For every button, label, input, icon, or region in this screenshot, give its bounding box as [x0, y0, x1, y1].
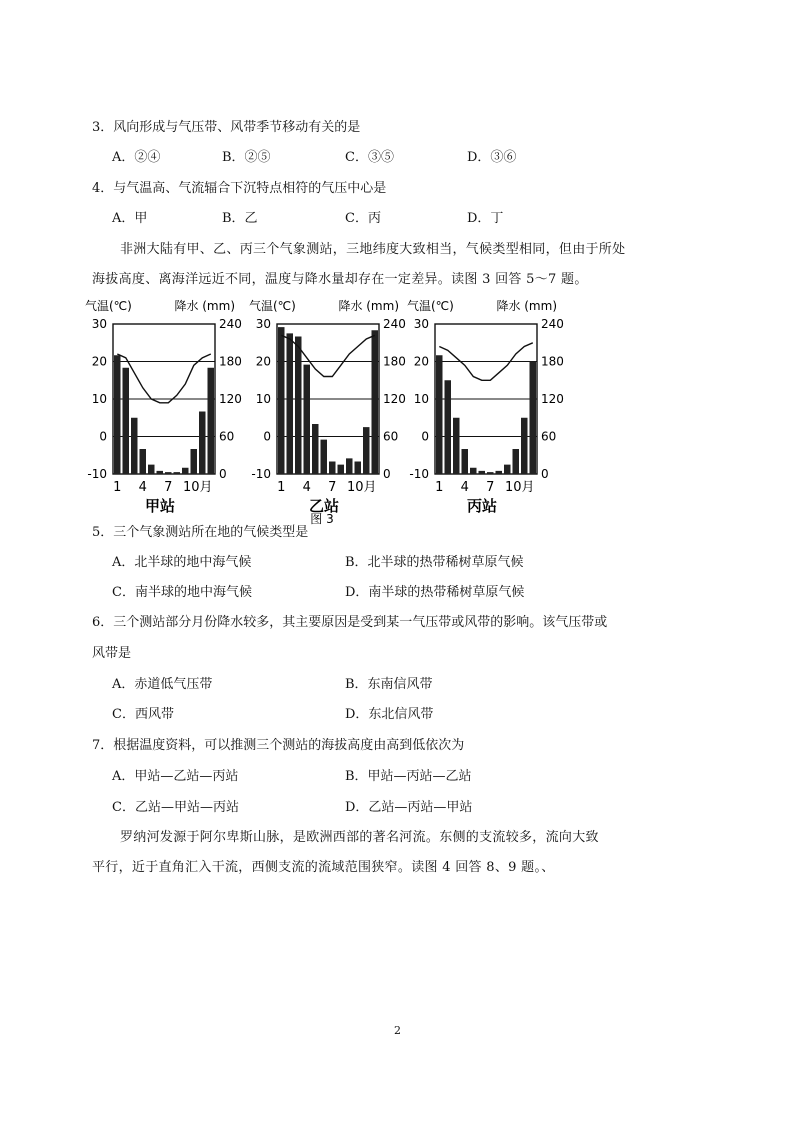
precip-bar [530, 362, 537, 475]
figure-3-climate-charts [85, 292, 564, 527]
month-tick-label: 7 [164, 480, 173, 495]
precip-bar [287, 333, 294, 474]
q4-option-b: B．乙 [222, 211, 258, 226]
precip-bar [165, 472, 172, 474]
precip-tick-label: 180 [383, 354, 406, 369]
q7-option-d: D．乙站—丙站—甲站 [345, 800, 473, 815]
q3-option-b: B．②⑤ [222, 150, 271, 165]
q6-stem-line1: 6．三个测站部分月份降水较多，其主要原因是受到某一气压带或风带的影响。该气压带或 [92, 615, 608, 630]
right-axis-label: 降水 (mm) [174, 299, 235, 313]
precip-bar [487, 472, 494, 474]
precip-bar [470, 468, 477, 474]
month-tick-label: 7 [328, 480, 337, 495]
precip-bar [355, 462, 362, 475]
q4-option-d: D．丁 [467, 211, 504, 226]
precip-bar [278, 327, 285, 474]
q6-option-c: C．西风带 [112, 707, 174, 722]
precip-bar [513, 449, 520, 474]
precip-bar [140, 449, 147, 474]
month-tick-label: 10月 [346, 480, 377, 495]
left-axis-label: 气温(℃) [249, 299, 296, 313]
q7-stem: 7．根据温度资料，可以推测三个测站的海拔高度由高到低依次为 [92, 738, 465, 753]
precip-bar [182, 468, 189, 474]
precip-bar [372, 330, 379, 474]
temp-tick-label: 0 [263, 429, 271, 444]
precip-bar [199, 412, 206, 475]
temp-tick-label: 20 [91, 354, 107, 369]
temp-tick-label: 10 [413, 392, 429, 406]
q3-option-a: A．②④ [112, 150, 161, 165]
precip-tick-label: 120 [383, 392, 406, 406]
precip-tick-label: 240 [541, 317, 564, 331]
precip-tick-label: 60 [219, 429, 235, 444]
precip-tick-label: 60 [541, 429, 557, 444]
q7-option-a: A．甲站—乙站—丙站 [112, 769, 239, 784]
precip-bar [123, 368, 130, 474]
temp-tick-label: 10 [255, 392, 271, 406]
temp-tick-label: -10 [409, 467, 429, 481]
left-axis-label: 气温(℃) [407, 299, 454, 313]
passage1-line1: 非洲大陆有甲、乙、丙三个气象测站，三地纬度大致相当，气候类型相同，但由于所处 [120, 242, 626, 257]
precip-tick-label: 120 [219, 392, 242, 406]
precip-tick-label: 180 [219, 354, 242, 369]
precip-tick-label: 0 [219, 467, 227, 481]
precip-tick-label: 240 [219, 317, 242, 331]
precip-bar [304, 365, 311, 474]
temp-tick-label: 20 [413, 354, 429, 369]
month-tick-label: 10月 [182, 480, 213, 495]
precip-tick-label: 240 [383, 317, 406, 331]
precip-bar [295, 337, 302, 475]
station-name: 丙站 [466, 497, 498, 515]
station-name: 乙站 [308, 497, 340, 515]
precip-tick-label: 180 [541, 354, 564, 369]
temp-tick-label: 0 [99, 429, 107, 444]
q7-option-b: B．甲站—丙站—乙站 [345, 769, 472, 784]
precip-bar [436, 355, 443, 474]
precip-tick-label: 60 [383, 429, 399, 444]
precip-bar [338, 465, 345, 474]
precip-tick-label: 120 [541, 392, 564, 406]
q4-stem: 4．与气温高、气流辐合下沉特点相符的气压中心是 [92, 181, 387, 196]
q6-option-b: B．东南信风带 [345, 677, 433, 692]
precip-bar [208, 368, 215, 474]
temp-tick-label: 20 [255, 354, 271, 369]
month-tick-label: 4 [460, 480, 469, 495]
q5-option-b: B．北半球的热带稀树草原气候 [345, 555, 524, 570]
precip-tick-label: 0 [541, 467, 549, 481]
temp-tick-label: -10 [87, 467, 107, 481]
precip-bar [321, 440, 328, 474]
precip-bar [157, 471, 164, 474]
precip-bar [521, 418, 528, 474]
q5-option-d: D．南半球的热带稀树草原气候 [345, 585, 525, 600]
q5-option-c: C．南半球的地中海气候 [112, 585, 252, 600]
precip-bar [363, 427, 370, 474]
left-axis-label: 气温(℃) [85, 299, 132, 313]
month-tick-label: 10月 [504, 480, 535, 495]
q4-option-c: C．丙 [345, 211, 381, 226]
q6-option-d: D．东北信风带 [345, 707, 434, 722]
precip-tick-label: 0 [383, 467, 391, 481]
right-axis-label: 降水 (mm) [338, 299, 399, 313]
precip-bar [504, 465, 511, 474]
precip-bar [131, 418, 138, 474]
month-tick-label: 4 [138, 480, 147, 495]
q3-stem: 3．风向形成与气压带、风带季节移动有关的是 [92, 120, 361, 135]
temp-tick-label: 30 [255, 317, 271, 331]
month-tick-label: 1 [277, 480, 286, 495]
month-tick-label: 1 [113, 480, 122, 495]
q3-option-d: D．③⑥ [467, 150, 517, 165]
precip-bar [329, 462, 336, 475]
month-tick-label: 1 [435, 480, 444, 495]
q7-option-c: C．乙站—甲站—丙站 [112, 800, 239, 815]
precip-bar [453, 418, 460, 474]
temp-tick-label: 0 [421, 429, 429, 444]
station-name: 甲站 [144, 497, 176, 515]
q5-option-a: A．北半球的地中海气候 [112, 555, 252, 570]
q3-option-c: C．③⑤ [345, 150, 394, 165]
precip-bar [312, 424, 319, 474]
temp-tick-label: 10 [91, 392, 107, 406]
q6-option-a: A．赤道低气压带 [112, 677, 213, 692]
precip-bar [346, 458, 353, 474]
temp-tick-label: -10 [251, 467, 271, 481]
q4-option-a: A．甲 [112, 211, 148, 226]
passage2-line1: 罗纳河发源于阿尔卑斯山脉，是欧洲西部的著名河流。东侧的支流较多，流向大致 [120, 830, 599, 845]
q6-stem-line2: 风带是 [92, 646, 132, 661]
precip-bar [114, 355, 121, 474]
month-tick-label: 7 [486, 480, 495, 495]
precip-bar [496, 471, 503, 474]
precip-bar [148, 465, 155, 474]
precip-bar [462, 449, 469, 474]
right-axis-label: 降水 (mm) [496, 299, 557, 313]
passage2-line2: 平行，近于直角汇入干流，西侧支流的流域范围狭窄。读图 4 回答 8、9 题。、 [92, 860, 555, 875]
precip-bar [191, 449, 198, 474]
figure-caption: 图 3 [310, 512, 334, 526]
precip-bar [174, 472, 181, 474]
precip-bar [445, 380, 452, 474]
temp-tick-label: 30 [91, 317, 107, 331]
month-tick-label: 4 [302, 480, 311, 495]
precip-bar [479, 471, 486, 474]
passage1-line2: 海拔高度、离海洋远近不同，温度与降水量却存在一定差异。读图 3 回答 5～7 题。 [92, 272, 588, 287]
q5-stem: 5．三个气象测站所在地的气候类型是 [92, 525, 309, 540]
temp-tick-label: 30 [413, 317, 429, 331]
page-number: 2 [394, 1024, 401, 1037]
